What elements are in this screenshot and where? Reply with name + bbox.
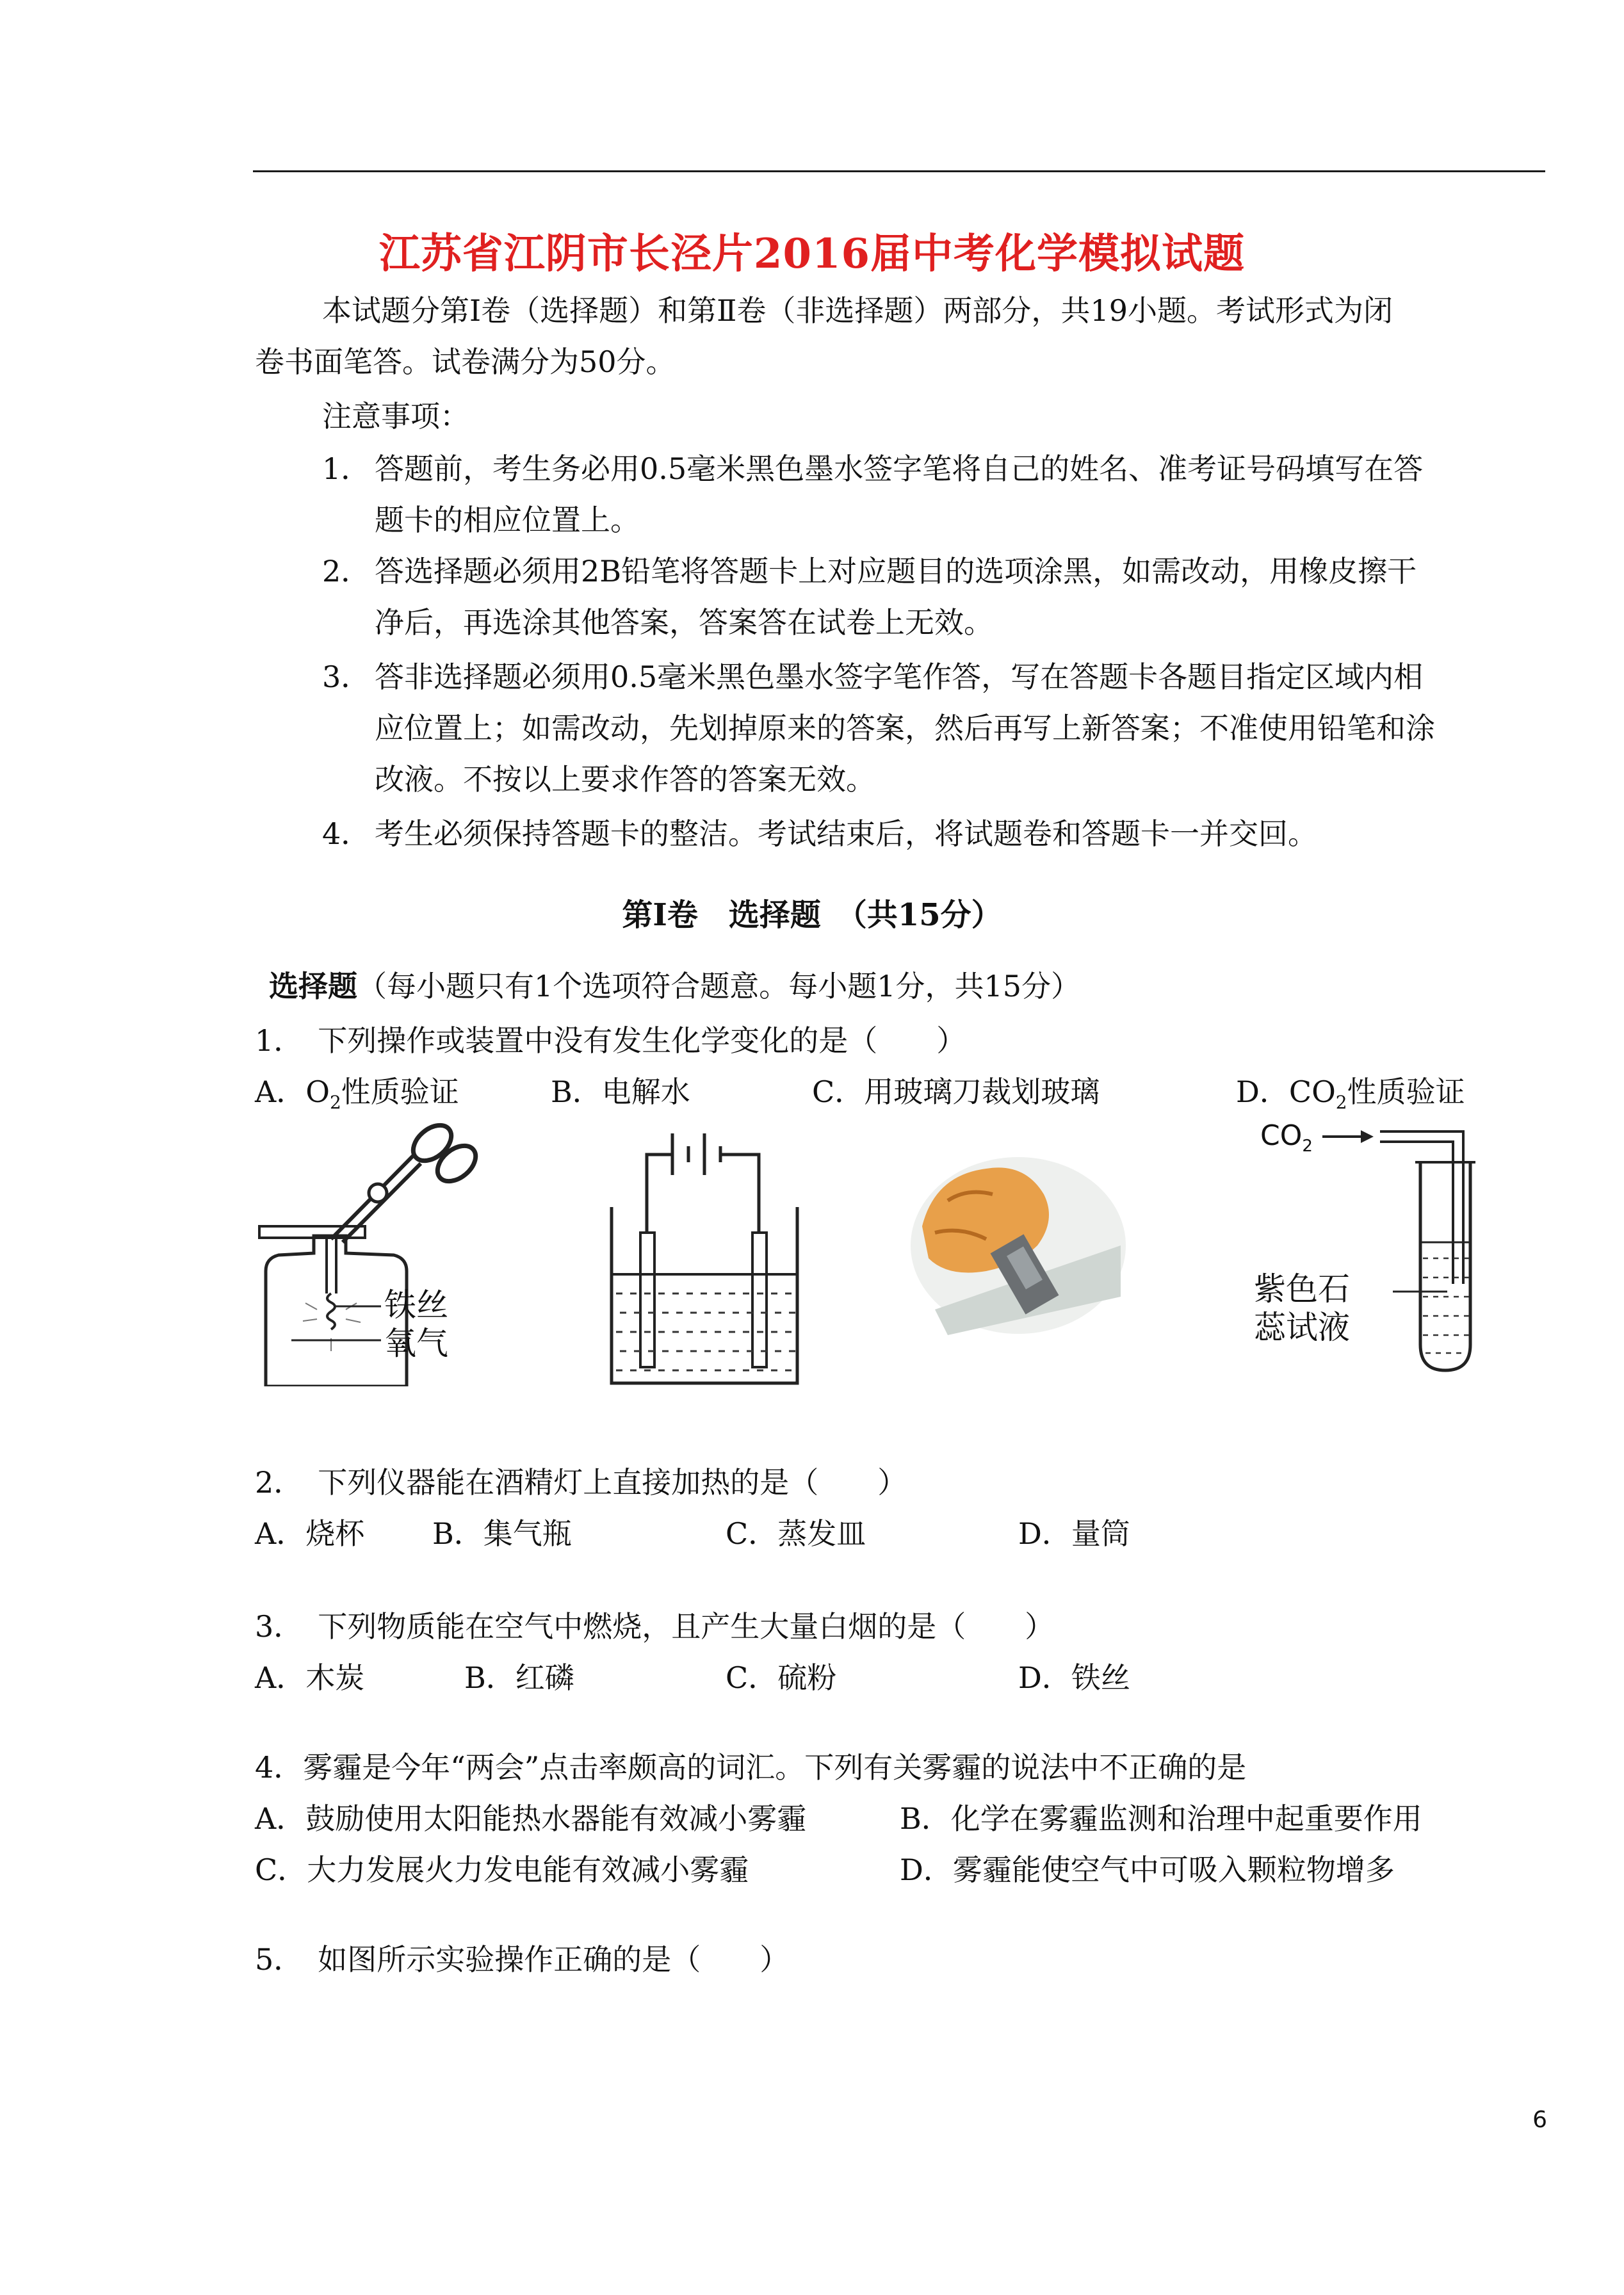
intro-line-2: 卷书面笔答。试卷满分为50分。: [255, 345, 676, 379]
q3-stem: 3． 下列物质能在空气中燃烧，且产生大量白烟的是（ ）: [255, 1609, 1055, 1644]
q1-option-b: B．电解水: [551, 1075, 690, 1109]
notice-3-number: 3．: [322, 660, 371, 694]
q1-d-post: 性质验证: [1347, 1075, 1465, 1109]
notice-heading: 注意事项：: [322, 399, 469, 434]
co2-text: CO: [1260, 1119, 1303, 1152]
q1-a-post: 性质验证: [341, 1075, 459, 1109]
q1-d-sub: 2: [1335, 1092, 1347, 1114]
notice-4-number: 4．: [322, 816, 371, 851]
q4-option-a: A．鼓励使用太阳能热水器能有效减小雾霾: [255, 1801, 807, 1836]
header-rule: [253, 170, 1545, 172]
q1-a-sub: 2: [329, 1092, 341, 1114]
instructions-bold: 选择题: [269, 969, 357, 1003]
notice-2-line-1: 答选择题必须用2B铅笔将答题卡上对应题目的选项涂黑，如需改动，用橡皮擦干: [375, 554, 1417, 588]
notice-1-line-1: 答题前，考生务必用0.5毫米黑色墨水签字笔将自己的姓名、准考证号码填写在答: [375, 451, 1424, 486]
page-number: 6: [1532, 2107, 1547, 2133]
notice-4-line-1: 考生必须保持答题卡的整洁。考试结束后，将试题卷和答题卡一并交回。: [375, 816, 1317, 851]
q4-option-d: D．雾霾能使空气中可吸入颗粒物增多: [900, 1853, 1395, 1887]
notice-3-line-1: 答非选择题必须用0.5毫米黑色墨水签字笔作答，写在答题卡各题目指定区域内相: [375, 660, 1424, 694]
q1-d-pre: D．CO: [1236, 1075, 1336, 1109]
q1-a-pre: A．O: [255, 1075, 330, 1109]
q3-option-d: D．铁丝: [1018, 1660, 1130, 1695]
figure-glass-cutting-photo: [909, 1149, 1127, 1335]
notice-2-line-2: 净后，再选涂其他答案，答案答在试卷上无效。: [375, 605, 993, 640]
figure-oxygen-iron-wire: [253, 1117, 496, 1386]
instructions-rest: （每小题只有1个选项符合题意。每小题1分，共15分）: [357, 969, 1081, 1003]
figure-a-label-iron-wire: 铁丝: [384, 1286, 448, 1324]
q2-stem: 2． 下列仪器能在酒精灯上直接加热的是（ ）: [255, 1465, 907, 1500]
q1-stem: 1． 下列操作或装置中没有发生化学变化的是（ ）: [255, 1023, 966, 1058]
figure-a-label-oxygen: 氧气: [384, 1325, 448, 1362]
q3-option-c: C．硫粉: [726, 1660, 837, 1695]
q4-option-c: C．大力发展火力发电能有效减小雾霾: [255, 1853, 749, 1887]
exam-title: 江苏省江阴市长泾片2016届中考化学模拟试题: [378, 230, 1246, 278]
figure-d-label-line-1: 紫色石: [1254, 1270, 1350, 1308]
figure-d-co2-label: [1260, 1119, 1313, 1156]
q5-stem: 5． 如图所示实验操作正确的是（ ）: [255, 1942, 790, 1977]
figure-electrolysis: [608, 1117, 800, 1386]
section-1-instructions: [269, 961, 1080, 1012]
notice-1-number: 1．: [322, 451, 371, 486]
q3-option-a: A．木炭: [255, 1660, 365, 1695]
notice-3-line-3: 改液。不按以上要求作答的答案无效。: [375, 762, 875, 797]
q4-stem: 4．雾霾是今年“两会”点击率颇高的词汇。下列有关雾霾的说法中不正确的是: [255, 1750, 1247, 1785]
section-1-heading: 第Ⅰ卷 选择题 （共15分）: [622, 897, 1002, 933]
notice-2-number: 2．: [322, 554, 371, 588]
q3-option-b: B．红磷: [464, 1660, 574, 1695]
q2-option-d: D．量筒: [1018, 1516, 1130, 1551]
q2-option-c: C．蒸发皿: [726, 1516, 866, 1551]
notice-1-line-2: 题卡的相应位置上。: [375, 503, 640, 537]
q2-option-a: A．烧杯: [255, 1516, 365, 1551]
notice-3-line-2: 应位置上；如需改动，先划掉原来的答案，然后再写上新答案；不准使用铅笔和涂: [375, 711, 1435, 745]
co2-subscript: 2: [1302, 1136, 1313, 1156]
figure-d-label-line-2: 蕊试液: [1254, 1309, 1350, 1346]
q4-option-b: B．化学在雾霾监测和治理中起重要作用: [900, 1801, 1422, 1836]
q2-option-b: B．集气瓶: [432, 1516, 572, 1551]
intro-line-1: 本试题分第Ⅰ卷（选择题）和第Ⅱ卷（非选择题）两部分，共19小题。考试形式为闭: [322, 293, 1393, 328]
q1-option-c: C．用玻璃刀裁划玻璃: [812, 1075, 1100, 1109]
